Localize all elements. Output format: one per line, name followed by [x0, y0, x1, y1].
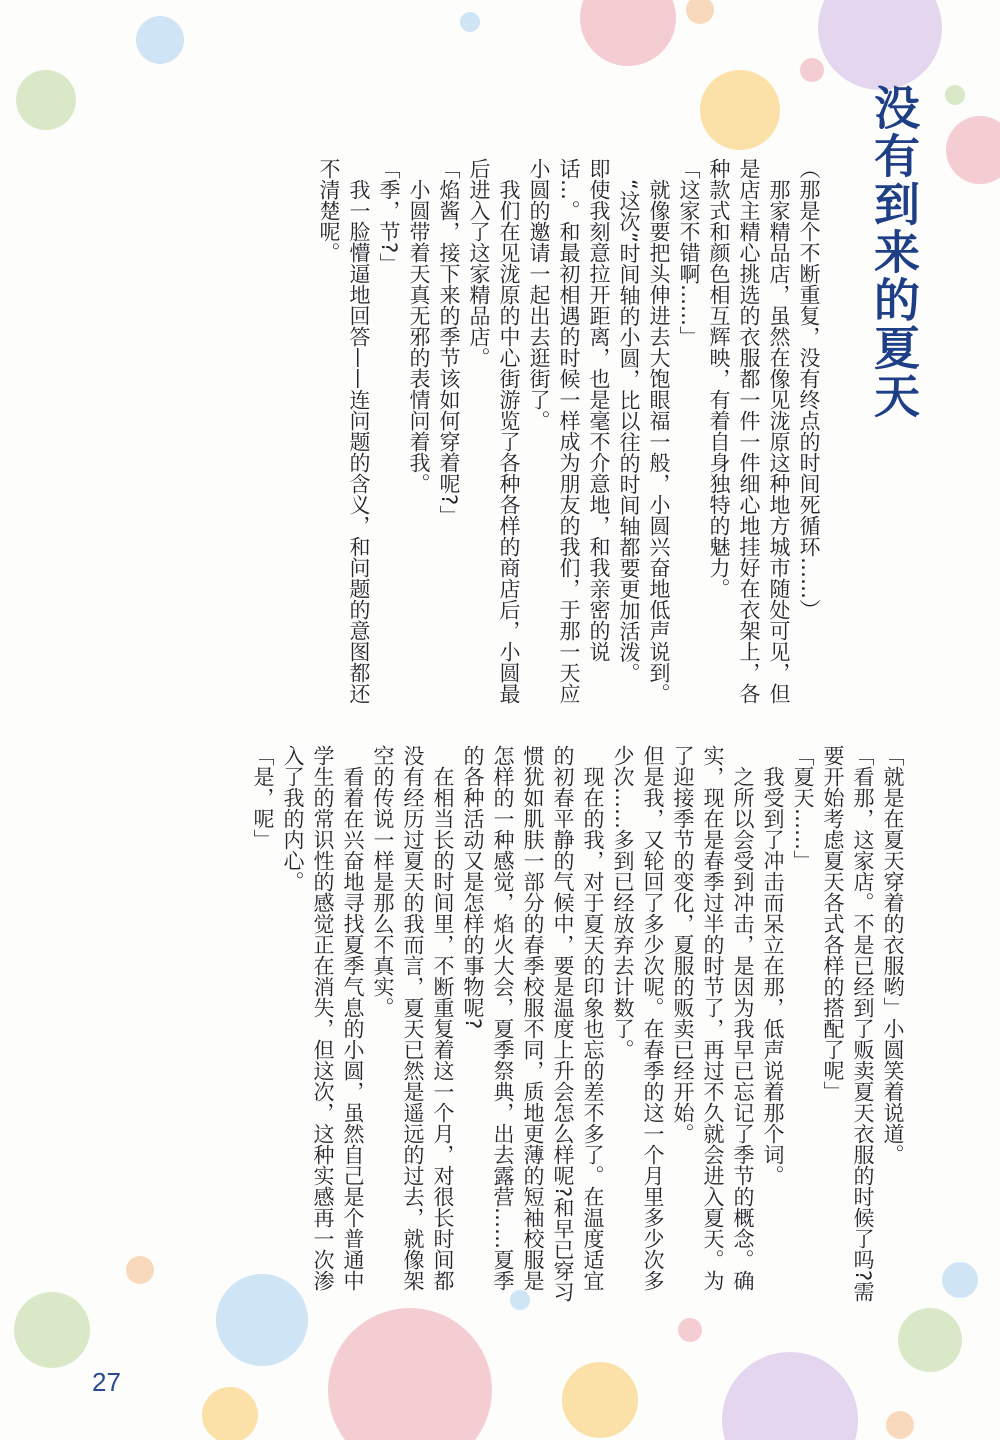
- paragraph: 「季，节?」: [377, 158, 401, 275]
- text-block-bottom: [248, 745, 908, 1305]
- paragraph: 小圆带着天真无邪的表情问着我。: [407, 179, 431, 494]
- paragraph: 之所以会受到冲击，是因为我早已忘记了季节的概念。确实，现在是春季过半的时节了，再过不久就会进入夏天。为了迎接季节的变化，夏服的贩卖已经开始。: [671, 745, 755, 1291]
- decor-dot: [136, 16, 184, 64]
- decor-dot: [818, 0, 942, 90]
- decor-dot: [898, 1308, 962, 1372]
- paragraph: 「就是在夏天穿着的衣服哟」小圆笑着说道。: [881, 745, 905, 1165]
- paragraph: 就像要把头伸进去大饱眼福一般，小圆兴奋地低声说到。: [647, 179, 671, 704]
- decor-dot: [722, 1352, 858, 1440]
- decor-dot: [126, 1256, 154, 1284]
- paragraph: （那是个不断重复，没有终点的时间死循环……）: [797, 158, 821, 620]
- decor-dot: [202, 1387, 258, 1440]
- decor-dot: [678, 1318, 702, 1342]
- paragraph: 「焰酱，接下来的季节该如何穿着呢?」: [437, 158, 461, 527]
- paragraph: 「夏天……」: [791, 745, 815, 871]
- decor-dot: [886, 1411, 914, 1439]
- paragraph: 「看那，这家店。不是已经到了贩卖夏天衣服的时候了吗?需要开始考虑夏天各式各样的搭配了呢」: [821, 745, 875, 1303]
- text-block-top: [314, 158, 824, 718]
- decor-dot: [562, 1362, 638, 1438]
- paragraph: 那家精品店，虽然在像见泷原这种地方城市随处可见，但是店主精心挑选的衣服都一件一件细心地挂好在衣架上，各种款式和颜色相互辉映，有着自身独特的魅力。: [707, 158, 791, 704]
- decor-dot: [328, 1308, 492, 1440]
- decor-dot: [686, 0, 714, 24]
- decor-dot: [800, 58, 824, 82]
- paragraph: 我一脸懵逼地回答——连问题的含义，和问题的意图都还不清楚呢。: [317, 158, 371, 704]
- page-title: 没有到来的夏天: [867, 84, 921, 420]
- decor-dot: [945, 85, 965, 105]
- paragraph: 但是我，又轮回了多少次呢。在春季的这一个月里多少次多少次……多到已经放弃去计数了。: [611, 745, 665, 1291]
- paragraph: 我受到了冲击而呆立在那，低声说着那个词。: [761, 766, 785, 1186]
- decor-dot: [16, 70, 76, 130]
- decor-dot: [946, 116, 1000, 184]
- paragraph: 在相当长的时间里，不断重复着这一个月，对很长时间都没有经历过夏天的我而言，夏天已然是遥远的过去，就像架空的传说一样是那么不真实。: [371, 745, 455, 1291]
- paragraph: 「是，呢」: [251, 745, 275, 850]
- paragraph: 即使我刻意拉开距离，也是毫不介意地，和我亲密的说话…。和最初相遇的时候一样成为朋友的我们，于那一天应小圆的邀请一起出去逛街了。: [527, 158, 611, 704]
- decor-dot: [700, 70, 780, 150]
- decor-dot: [14, 1292, 90, 1368]
- decor-dot: [580, 0, 676, 66]
- paragraph: 「这家不错啊……」: [677, 158, 701, 347]
- paragraph: 看着在兴奋地寻找夏季气息的小圆，虽然自己是个普通中学生的常识性的感觉正在消失，但这次，这种实感再一次渗入了我的内心。: [281, 745, 365, 1291]
- decor-dot: [460, 12, 480, 32]
- paragraph: 现在的我，对于夏天的印象也忘的差不多了。在温度适宜的初春平静的气候中，要是温度上升会怎么样呢?和早已穿习惯犹如肌肤一部分的春季校服不同，质地更薄的短袖校服是怎样的一种感觉，焰火大会，夏季祭典，出去露营……夏季的各种活动又是怎样的事物呢?: [461, 745, 605, 1303]
- page-number: 27: [92, 1367, 121, 1397]
- paragraph: “这次”时间轴的小圆，比以往的时间轴都要更加活泼。: [617, 179, 641, 684]
- paragraph: 我们在见泷原的中心街游览了各种各样的商店后，小圆最后进入了这家精品店。: [467, 158, 521, 704]
- decor-dot: [942, 1262, 978, 1298]
